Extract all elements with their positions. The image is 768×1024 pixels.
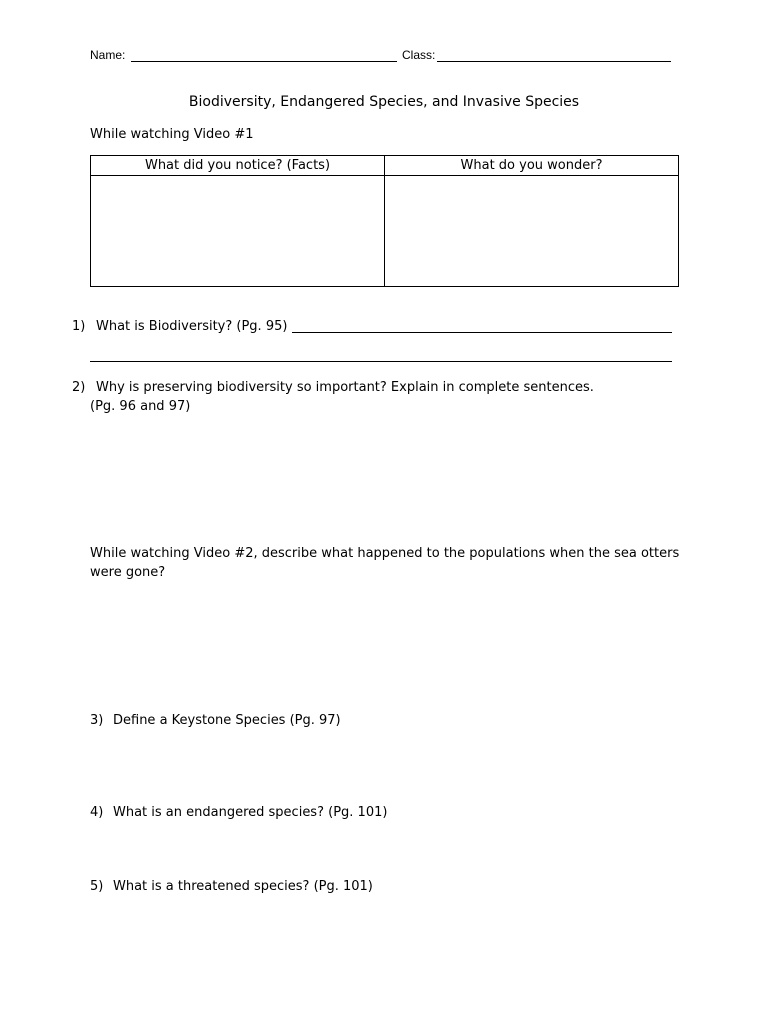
video2-prompt-line1: While watching Video #2, describe what happened to the populations when the sea otters xyxy=(90,546,680,561)
q4-number: 4) xyxy=(90,805,104,820)
class-label: Class: xyxy=(402,48,436,62)
q1-number: 1) xyxy=(72,319,86,334)
video2-prompt-line2: were gone? xyxy=(90,565,166,580)
class-field[interactable] xyxy=(437,61,671,62)
page-title: Biodiversity, Endangered Species, and Invasive Species xyxy=(188,94,580,110)
notice-answer-cell[interactable] xyxy=(91,176,385,287)
wonder-column-header: What do you wonder? xyxy=(385,156,679,176)
q5-number: 5) xyxy=(90,879,104,894)
q1-answer-line-2[interactable] xyxy=(90,361,672,362)
notice-column-header: What did you notice? (Facts) xyxy=(91,156,385,176)
q3-text: Define a Keystone Species (Pg. 97) xyxy=(113,713,341,728)
q3-number: 3) xyxy=(90,713,104,728)
wonder-answer-cell[interactable] xyxy=(385,176,679,287)
q2-text: Why is preserving biodiversity so important? Explain in complete sentences. xyxy=(96,380,594,395)
q1-answer-line-1[interactable] xyxy=(292,332,672,333)
q4-text: What is an endangered species? (Pg. 101) xyxy=(113,805,388,820)
q2-number: 2) xyxy=(72,380,86,395)
q5-text: What is a threatened species? (Pg. 101) xyxy=(113,879,373,894)
name-field[interactable] xyxy=(131,61,397,62)
q1-text: What is Biodiversity? (Pg. 95) xyxy=(96,319,288,334)
notice-wonder-table xyxy=(90,155,679,287)
name-label: Name: xyxy=(90,48,126,62)
q2-subtext: (Pg. 96 and 97) xyxy=(90,399,191,414)
video1-prompt: While watching Video #1 xyxy=(90,127,254,142)
